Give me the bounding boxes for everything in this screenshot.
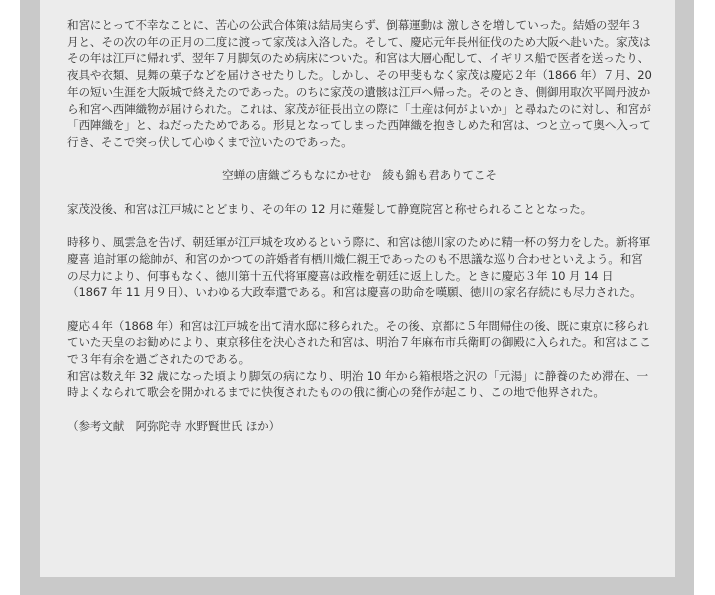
article-body [67,17,652,435]
spacer [67,151,652,168]
paragraph-final-years: 和宮は数え年 32 歳になった頃より脚気の病になり、明治 10 年から箱根塔之沢の「元湯」に静養のため滞在、一時よくなられて歌会を開かれるまでに快復されたものの俄に衝心の発作が起こり、この地で他界された。 [67,368,648,400]
paragraph-restoration: 時移り、風雲急を告げ、朝廷軍が江戸城を攻めるという際に、和宮は徳川家のために精一杯の努力をした。新将軍慶喜 追討軍の総帥が、和宮のかつての許婚者有栖川熾仁親王であったのも不思議な巡り合わせといえよう。和宮の尽力により、何事もなく、徳川第十五代将軍慶喜は政権を朝廷に返上した。ときに慶応３年 10 月 14 日（1867 年 11 月９日）、いわゆる大政奉還である。和宮は慶喜の助命を嘆願、徳川の家名存続にも尽力された。 [67,235,651,300]
spacer [67,301,652,318]
paragraph-after-death: 家茂没後、和宮は江戸城にとどまり、その年の 12 月に薙髮して静寛院宮と称せられることとなった。 [67,201,593,216]
spacer [67,401,652,418]
poem: 空蝉の唐織ごろもなにかせむ 綾も錦も君ありてこそ [222,168,497,183]
spacer [67,184,652,201]
paragraph-marriage-and-death: 和宮にとって不幸なことに、苦心の公武合体策は結局実らず、倒幕運動は 激しさを増していった。結婚の翌年３月と、その次の年の正月の二度に渡って家茂は入洛した。そして、慶応元年長州征伐のため大阪へ赴いた。家茂はその年は江戸に帰れず、翌年７月脚気のため病床についた。和宮は大層心配して、イギリス船で医者を送ったり、夜具や衣類、見舞の菓子などを届けさせたりした。しかし、その甲斐もなく家茂は慶応２年（1866 年）７月、20 年の短い生涯を大阪城で終えたのであった。のちに家茂の遺骸は江戸へ帰った。そのとき、側御用取次平岡丹波から和宮へ西陣織物が届けられた。これは、家茂が征長出立の際に「土産は何がよいか」と尋ねたのに対し、和宮が「西陣織を」と、ねだったためである。形見となってしまった西陣織を抱きしめた和宮は、つと立って奥へ入って行き、そこで突っ伏して心ゆくまで泣いたのであった。 [67,18,652,149]
paragraph-move-to-tokyo: 慶応４年（1868 年）和宮は江戸城を出て清水邸に移られた。その後、京都に５年間帰住の後、既に東京に移られていた天皇のお勧めにより、東京移住を決心された和宮は、明治７年麻布市兵衛町の御殿に入られた。和宮はここで３年有余を過ごされたのである。 [67,318,651,366]
spacer [67,217,652,234]
reference-note: （参考文献 阿弥陀寺 水野賢世氏 ほか） [67,418,281,433]
footer-strip [20,577,694,595]
